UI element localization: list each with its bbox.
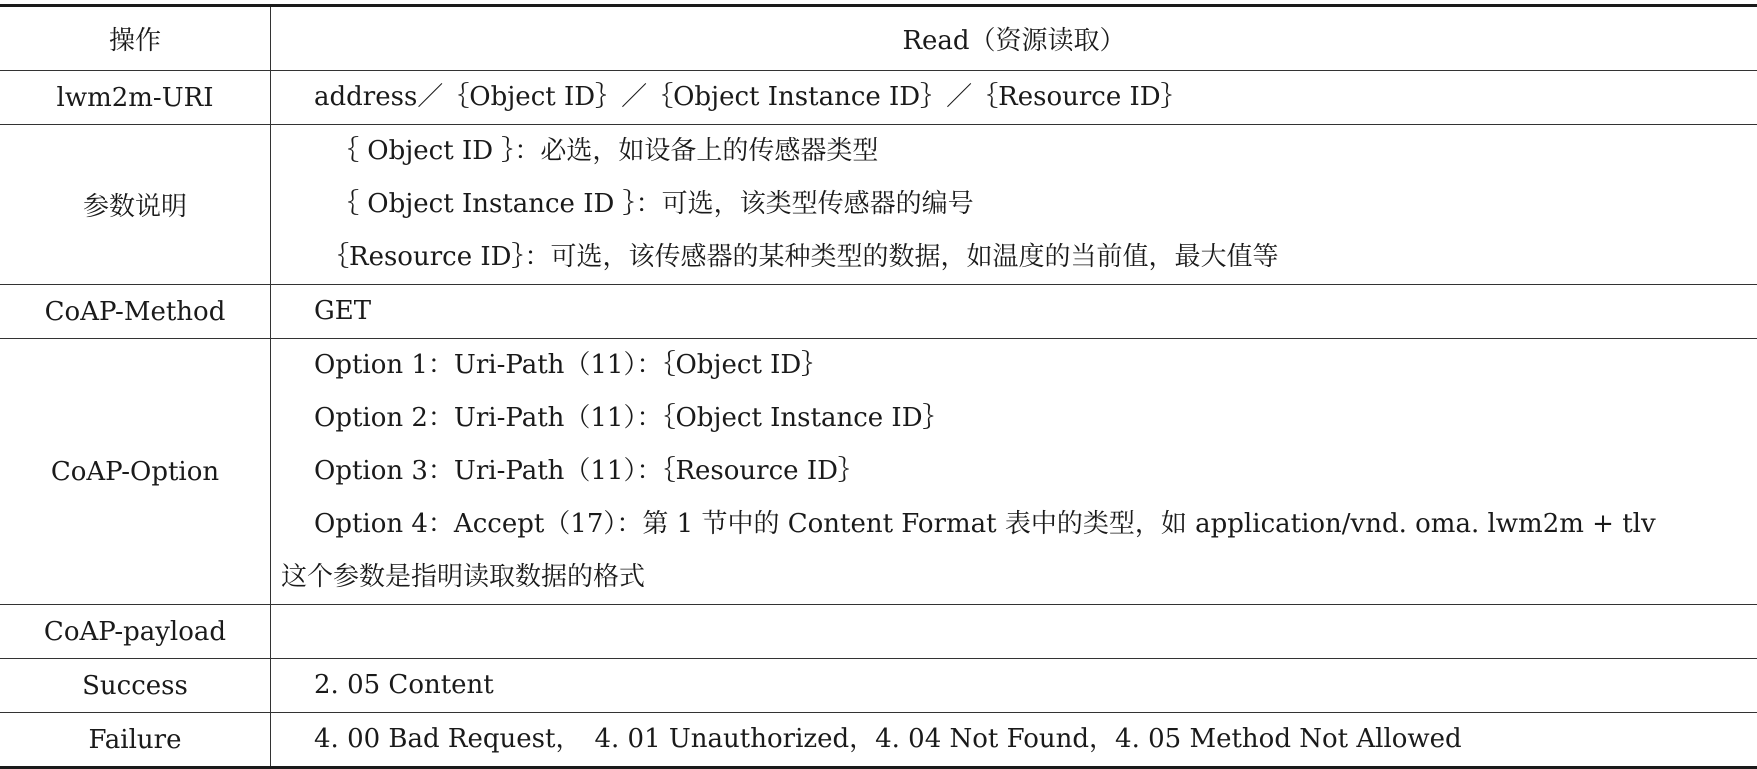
option-row (0, 339, 1757, 605)
payload-value-cell (271, 605, 1757, 659)
success-value-cell (271, 659, 1757, 713)
read-operation-table (0, 4, 1757, 769)
lwm2m-read-table (0, 4, 1757, 769)
success-key-cell: Success (0, 659, 271, 713)
header-value-cell: Read（资源读取） (271, 6, 1757, 71)
success-row (0, 659, 1757, 713)
success-value: 2. 05 Content (271, 659, 1757, 712)
header-row (0, 6, 1757, 71)
option-line-1: Option 1：Uri-Path（11）：｛Object ID｝ (271, 339, 1757, 392)
uri-key-cell: lwm2m-URI (0, 71, 271, 125)
payload-row (0, 605, 1757, 659)
payload-key-cell: CoAP-payload (0, 605, 271, 659)
payload-value (271, 605, 1757, 658)
uri-value-cell (271, 71, 1757, 125)
header-key-cell: 操作 (0, 6, 271, 71)
params-line-1: ｛ Object ID ｝：必选，如设备上的传感器类型 (271, 125, 1757, 178)
params-line-3: ｛Resource ID｝：可选，该传感器的某种类型的数据，如温度的当前值，最大值等 (271, 231, 1757, 284)
params-row (0, 125, 1757, 285)
params-key-cell: 参数说明 (0, 125, 271, 285)
failure-row (0, 713, 1757, 768)
params-line-2: ｛ Object Instance ID ｝：可选，该类型传感器的编号 (271, 178, 1757, 231)
option-line-5: 这个参数是指明读取数据的格式 (271, 551, 1757, 604)
method-row (0, 285, 1757, 339)
failure-value: 4. 00 Bad Request， 4. 01 Unauthorized，4. 04 Not Found，4. 05 Method Not Allowed (271, 713, 1757, 766)
method-key-cell: CoAP-Method (0, 285, 271, 339)
failure-key-cell: Failure (0, 713, 271, 768)
uri-row (0, 71, 1757, 125)
params-value-cell (271, 125, 1757, 285)
uri-value: address／｛Object ID｝／｛Object Instance ID｝／｛Resource ID｝ (271, 71, 1757, 124)
option-line-4: Option 4：Accept（17）：第 1 节中的 Content Format 表中的类型，如 application/vnd. oma. lwm2m + tlv (271, 498, 1757, 551)
method-value-cell (271, 285, 1757, 339)
failure-value-cell (271, 713, 1757, 768)
option-value-cell (271, 339, 1757, 605)
option-key-cell: CoAP-Option (0, 339, 271, 605)
option-line-2: Option 2：Uri-Path（11）：｛Object Instance ID｝ (271, 392, 1757, 445)
option-line-3: Option 3：Uri-Path（11）：｛Resource ID｝ (271, 445, 1757, 498)
method-value: GET (271, 285, 1757, 338)
